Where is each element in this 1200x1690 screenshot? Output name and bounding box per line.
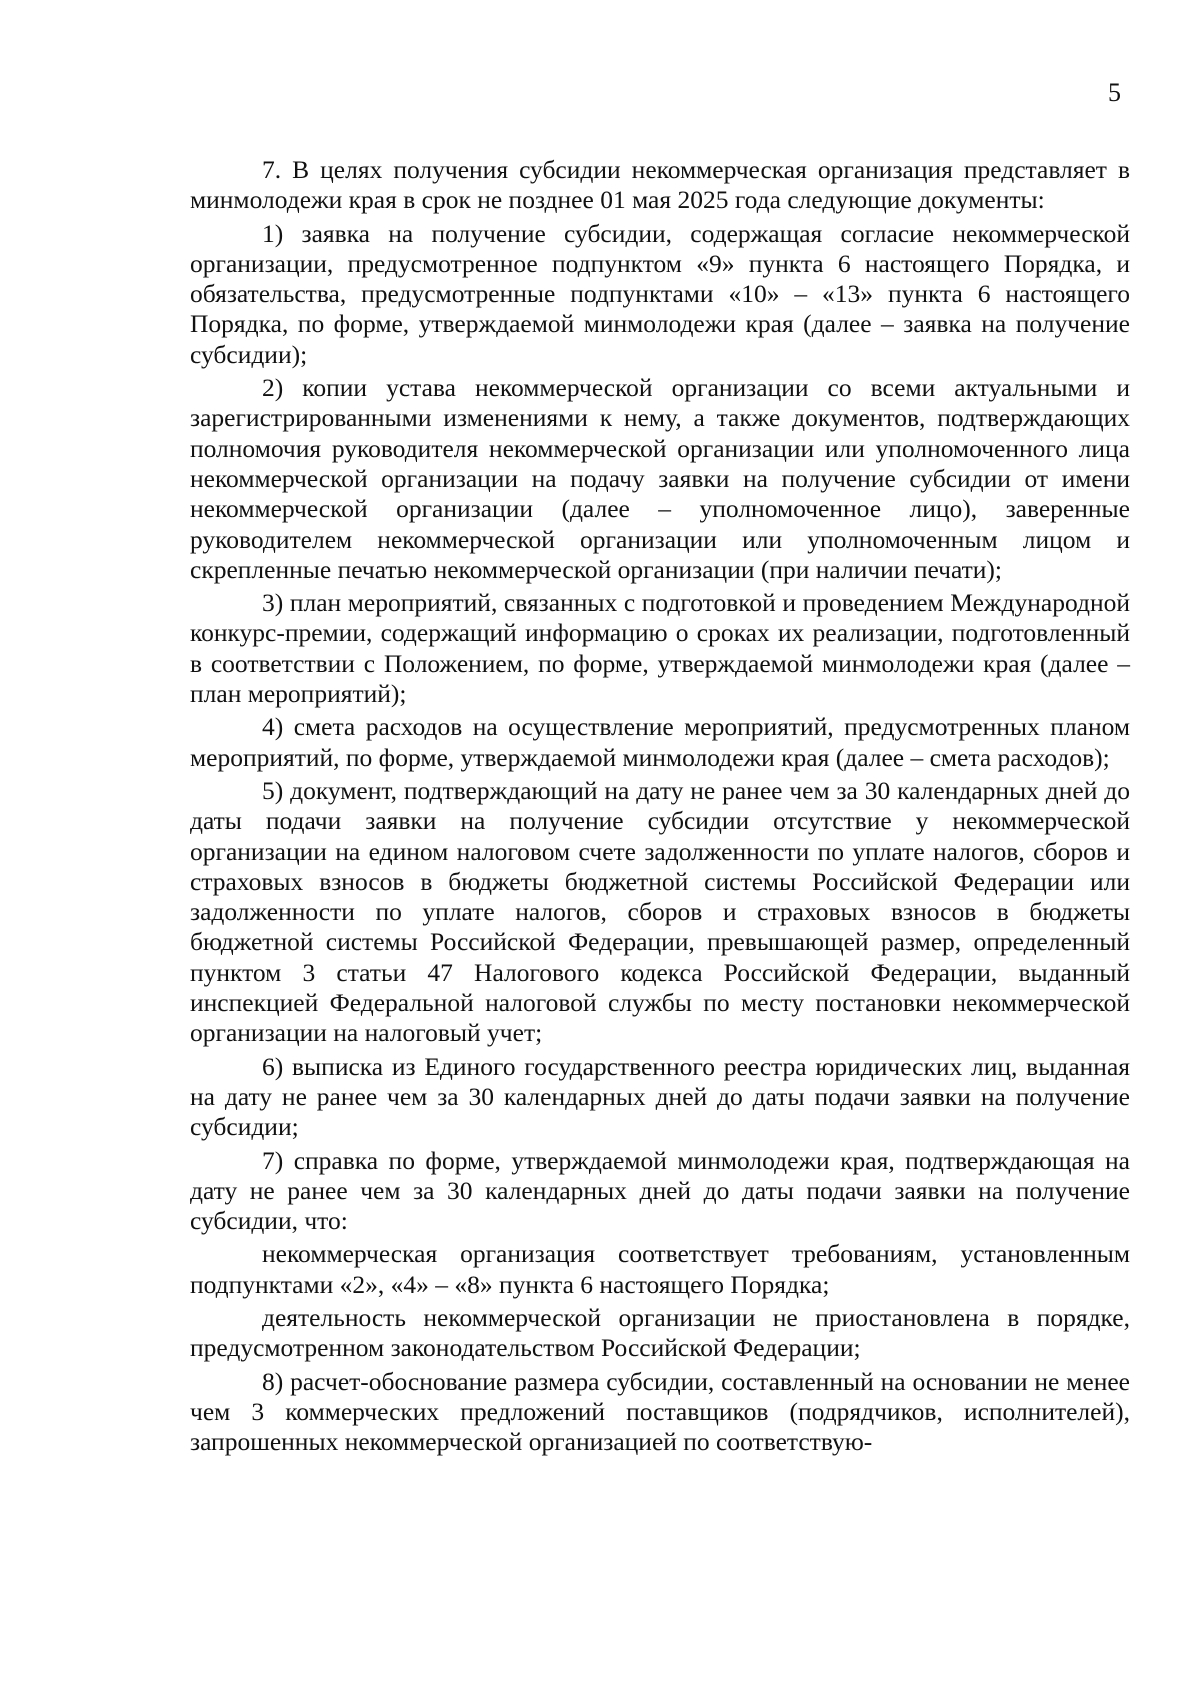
list-item-6: 6) выписка из Единого государственного реестра юридических лиц, выданная на дату не ранее чем за 30 календарных дней до даты подачи заявки на получение субсидии; [190,1051,1130,1142]
page-number: 5 [1108,78,1121,107]
list-item-8: 8) расчет-обоснование размера субсидии, составленный на основании не менее чем 3 коммерческих предложений поставщиков (подрядчиков, исполнителей), запрошенных некоммерческой организацией по соответствую- [190,1366,1130,1457]
list-item-5: 5) документ, подтверждающий на дату не ранее чем за 30 календарных дней до даты подачи заявки на получение субсидии отсутствие у некоммерческой организации на едином налоговом счете задолженности по уплате налогов, сборов и страховых взносов в бюджеты бюджетной системы Российской Федерации или задолженности по уплате налогов, сборов и страховых взносов в бюджеты бюджетной системы Российской Федерации, превышающей размер, определенный пунктом 3 статьи 47 Налогового кодекса Российской Федерации, выданный инспекцией Федеральной налоговой службы по месту постановки некоммерческой организации на налоговый учет; [190,775,1130,1048]
list-item-1: 1) заявка на получение субсидии, содержащая согласие некоммерческой организации, предусмотренное подпунктом «9» пункта 6 настоящего Порядка, и обязательства, предусмотренные подпунктами «10» – «13» пункта 6 настоящего Порядка, по форме, утверждаемой минмолодежи края (далее – заявка на получение субсидии); [190,218,1130,369]
list-item-7-clause-b: деятельность некоммерческой организации не приостановлена в порядке, предусмотренном законодательством Российской Федерации; [190,1302,1130,1363]
document-body [190,155,1130,1460]
list-item-7-clause-a: некоммерческая организация соответствует требованиям, установленным подпунктами «2», «4» – «8» пункта 6 настоящего Порядка; [190,1239,1130,1299]
list-item-2: 2) копии устава некоммерческой организации со всеми актуальными и зарегистрированными изменениями к нему, а также документов, подтверждающих полномочия руководителя некоммерческой организации или уполномоченного лица некоммерческой организации на подачу заявки на получение субсидии от имени некоммерческой организации (далее – уполномоченное лицо), заверенные руководителем некоммерческой организации или уполномоченным лицом и скрепленные печатью некоммерческой организации (при наличии печати); [190,373,1130,584]
list-item-7: 7) справка по форме, утверждаемой минмолодежи края, подтверждающая на дату не ранее чем за 30 календарных дней до даты подачи заявки на получение субсидии, что: [190,1145,1130,1236]
paragraph-7-intro: 7. В целях получения субсидии некоммерческая организация представляет в минмолодежи края в срок не позднее 01 мая 2025 года следующие документы: [190,155,1130,215]
list-item-3: 3) план мероприятий, связанных с подготовкой и проведением Международной конкурс-премии, содержащий информацию о сроках их реализации, подготовленный в соответствии с Положением, по форме, утверждаемой минмолодежи края (далее – план мероприятий); [190,588,1130,709]
list-item-4: 4) смета расходов на осуществление мероприятий, предусмотренных планом мероприятий, по форме, утверждаемой минмолодежи края (далее – смета расходов); [190,712,1130,772]
